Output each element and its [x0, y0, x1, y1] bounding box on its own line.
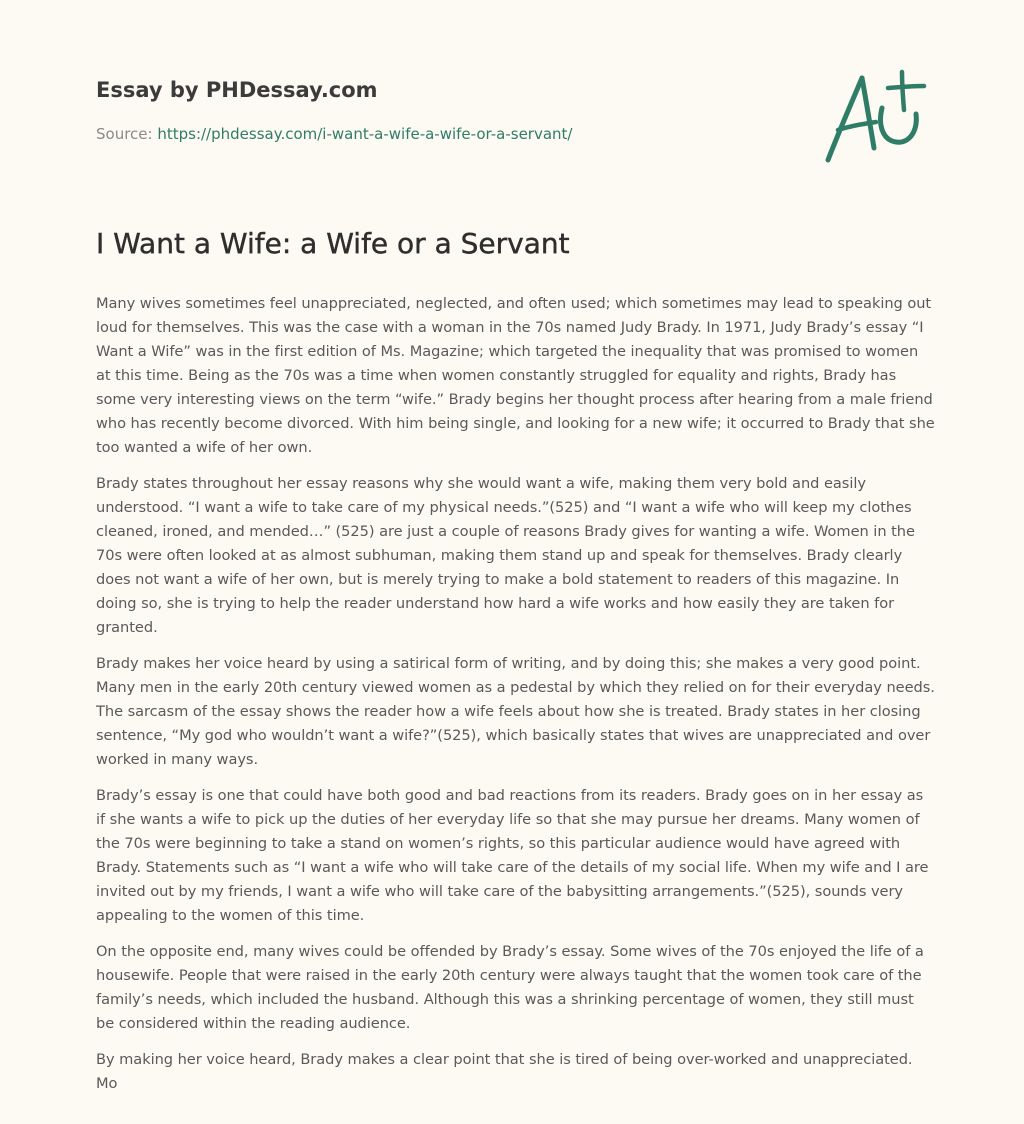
essay-paragraph: On the opposite end, many wives could be offended by Brady’s essay. Some wives of the 70s enjoyed the life of a housewife. People that were raised in the early 20th century were always taught that the women took care of the family’s needs, which included the husband. Although this was a shrinking percentage of women, they still must be considered within the reading audience. [96, 943, 924, 1032]
essay-article [96, 222, 936, 1108]
page-header [96, 76, 716, 144]
source-line [96, 124, 716, 144]
essay-paragraph: Brady states throughout her essay reasons why she would want a wife, making them very bold and easily understood. “I want a wife to take care of my physical needs.”(525) and “I want a wife who will keep my clothes cleaned, ironed, and mended…” (525) are just a couple of reasons Brady gives for wanting a wife. Women in the 70s were often looked at as almost subhuman, making them stand up and speak for themselves. Brady clearly does not want a wife of her own, but is merely trying to make a bold statement to readers of this magazine. In doing so, she is trying to help the reader understand how hard a wife works and how easily they are taken for granted. [96, 475, 915, 636]
site-title: Essay by PHDessay.com [96, 78, 378, 102]
a-plus-logo-svg [816, 64, 932, 170]
essay-title: I Want a Wife: a Wife or a Servant [96, 227, 570, 260]
a-plus-logo-icon [816, 64, 932, 170]
essay-paragraph: Many wives sometimes feel unappreciated, neglected, and often used; which sometimes may lead to speaking out loud for themselves. This was the case with a woman in the 70s named Judy Brady. In 1971, Judy Brady’s essay “I Want a Wife” was in the first edition of Ms. Magazine; which targeted the inequality that was promised to women at this time. Being as the 70s was a time when women constantly struggled for equality and rights, Brady has some very interesting views on the term “wife.” Brady begins her thought process after hearing from a male friend who has recently become divorced. With him being single, and looking for a new wife; it occurred to Brady that she too wanted a wife of her own. [96, 295, 935, 456]
source-link[interactable]: https://phdessay.com/i-want-a-wife-a-wife-or-a-servant/ [157, 125, 573, 143]
essay-paragraph: Brady’s essay is one that could have both good and bad reactions from its readers. Brady goes on in her essay as if she wants a wife to pick up the duties of her everyday life so that she may pursue her dreams. Many women of the 70s were beginning to take a stand on women’s rights, so this particular audience would have agreed with Brady. Statements such as “I want a wife who will take care of the details of my social life. When my wife and I are invited out by my friends, I want a wife who will take care of the babysitting arrangements.”(525), sounds very appealing to the women of this time. [96, 787, 929, 924]
essay-paragraph: Brady makes her voice heard by using a satirical form of writing, and by doing this; she makes a very good point. Many men in the early 20th century viewed women as a pedestal by which they relied on for their everyday needs. The sarcasm of the essay shows the reader how a wife feels about how she is treated. Brady states in her closing sentence, “My god who wouldn’t want a wife?”(525), which basically states that wives are unappreciated and over worked in many ways. [96, 655, 935, 768]
essay-paragraph: By making her voice heard, Brady makes a clear point that she is tired of being over-worked and unappreciated. Mo [96, 1051, 913, 1092]
source-label: Source: [96, 125, 158, 143]
